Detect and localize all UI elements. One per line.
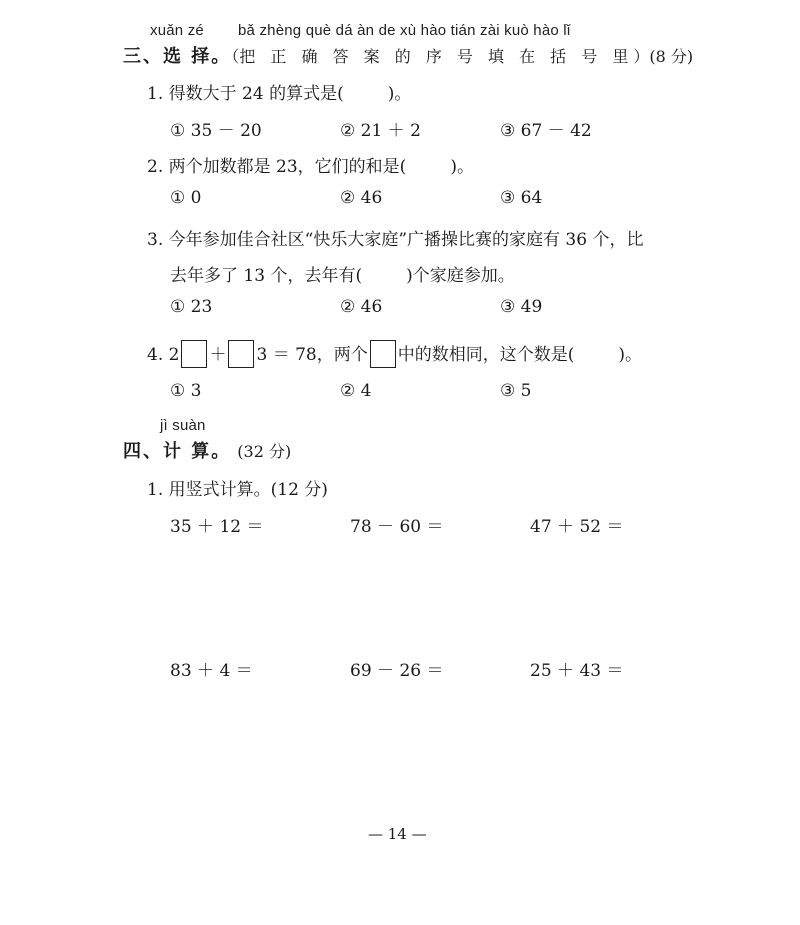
plus-sign: ＋ [209,345,227,365]
section-3-heading [123,42,693,68]
section-3-score: (8 分) [649,47,694,66]
calc-problem[interactable]: 25 ＋ 43 ＝ [530,661,624,681]
option-1-1[interactable]: ① 35 － 20 [170,121,262,141]
page-number: — 14 — [368,825,427,843]
section-3-note-close: ） [633,47,650,66]
calc-problem[interactable]: 47 ＋ 52 ＝ [530,517,624,537]
question-text-end: )。 [450,157,474,177]
question-text: 2 [168,345,180,365]
calc-problem[interactable]: 83 ＋ 4 ＝ [170,661,253,681]
option-3-3[interactable]: ③ 49 [500,297,543,317]
question-text: 中的数相同，这个数是( [397,345,575,365]
section-3-number: 三、 [123,46,163,67]
question-text: 两个加数都是 23，它们的和是( [168,157,407,177]
section-4-score: (32 分) [237,442,292,461]
question-text: 得数大于 24 的算式是( [168,84,344,104]
option-2-1[interactable]: ① 0 [170,188,202,208]
section-3-instruction: 把 正 确 答 案 的 序 号 填 在 括 号 里 [239,47,634,66]
option-3-1[interactable]: ① 23 [170,297,213,317]
section-4-title: 计 算 [163,441,212,462]
question-text-line1: 今年参加佳合社区“快乐大家庭”广播操比赛的家庭有 36 个，比 [168,230,644,250]
pinyin-instruction: bǎ zhèng què dá àn de xù hào tián zài kuò hào lǐ [238,22,571,39]
question-number: 3. [147,230,164,250]
question-2 [147,152,474,177]
option-4-1[interactable]: ① 3 [170,381,202,401]
question-4 [147,340,642,370]
section-3-mark: 。 [211,46,232,67]
question-number: 4. [147,345,164,365]
subsection-1 [147,475,328,500]
section-4-number: 四、 [123,441,163,462]
section-4-heading [123,437,291,463]
question-number: 1. [147,84,164,104]
question-text: 去年多了 13 个，去年有( [170,266,363,286]
section-4-mark: 。 [211,441,232,462]
section-3-title: 选 择 [163,46,212,67]
question-text: 3 ＝ 78，两个 [256,345,368,365]
question-text-end: )个家庭参加。 [406,266,515,286]
option-2-2[interactable]: ② 46 [340,188,383,208]
digit-box[interactable] [181,340,207,368]
calc-problem[interactable]: 69 － 26 ＝ [350,661,444,681]
question-text-end: )。 [387,84,412,104]
option-3-2[interactable]: ② 46 [340,297,383,317]
calc-problem[interactable]: 78 － 60 ＝ [350,517,444,537]
option-2-3[interactable]: ③ 64 [500,188,543,208]
option-1-3[interactable]: ③ 67 － 42 [500,121,592,141]
calc-problem[interactable]: 35 ＋ 12 ＝ [170,517,264,537]
subsection-text: 用竖式计算。(12 分) [168,480,328,500]
pinyin-jisuan: jì suàn [160,417,206,434]
question-1 [147,79,411,104]
question-text-end: )。 [618,345,643,365]
subsection-number: 1. [147,480,164,500]
question-3-line2 [170,261,515,286]
option-4-2[interactable]: ② 4 [340,381,372,401]
pinyin-xuanze: xuǎn zé [150,22,204,39]
digit-box [370,340,396,368]
option-1-2[interactable]: ② 21 ＋ 2 [340,121,421,141]
option-4-3[interactable]: ③ 5 [500,381,532,401]
section-3-note-open: （ [231,47,240,66]
digit-box[interactable] [228,340,254,368]
question-number: 2. [147,157,164,177]
question-3 [147,225,643,250]
